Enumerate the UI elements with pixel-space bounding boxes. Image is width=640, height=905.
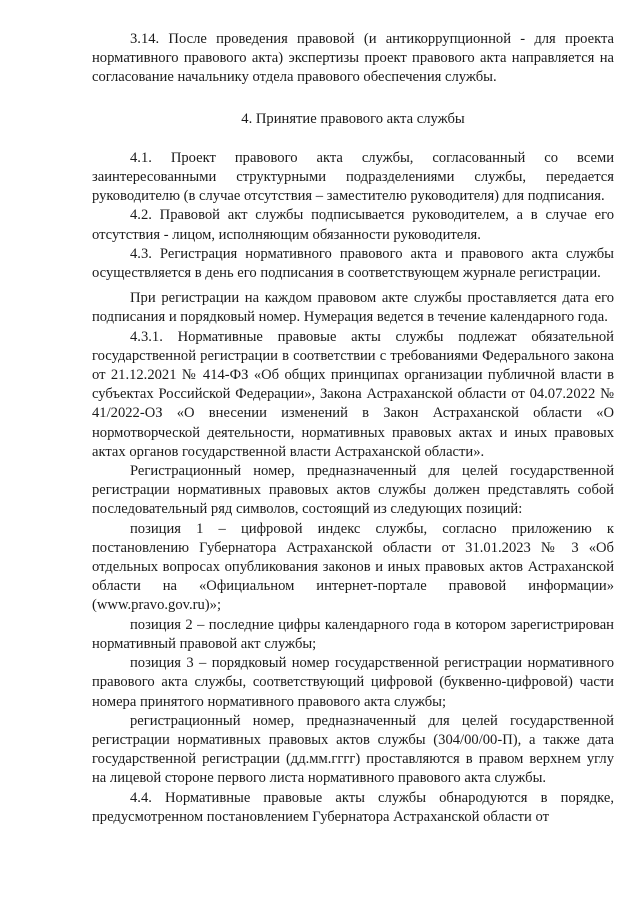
paragraph-4-3: 4.3. Регистрация нормативного правового акта и правового акта службы осуществляется в день его подписания в соответствующем журнале регистрации.: [92, 245, 614, 282]
paragraph-4-1: 4.1. Проект правового акта службы, согласованный со всеми заинтересованными структурными подразделениями службы, передается руководителю (в случае отсутствия – заместителю руководителя) для подписания.: [92, 149, 614, 205]
paragraph-position-1: позиция 1 – цифровой индекс службы, согласно приложению к постановлению Губернатора Астраханской области от 31.01.2023 № 3 «Об отдельных вопросах опубликования законов и иных правовых актов Астраханской области на «Официальном интернет-портале правовой информации» (www.pravo.gov.ru)»;: [92, 520, 614, 614]
paragraph-registration-date: При регистрации на каждом правовом акте службы проставляется дата его подписания и порядковый номер. Нумерация ведется в течение календарного года.: [92, 290, 614, 326]
paragraph-3-14: 3.14. После проведения правовой (и антикоррупционной - для проекта нормативного правового акта) экспертизы проект правового акта направляется на согласование начальнику отдела правового обеспечения службы.: [92, 31, 614, 86]
paragraph-position-3: позиция 3 – порядковый номер государственной регистрации нормативного правового акта службы, соответствующий цифровой (буквенно-цифровой) части номера принятого нормативного правового акта службы;: [92, 655, 614, 710]
paragraph-registration-placement: регистрационный номер, предназначенный для целей государственной регистрации нормативных правовых актов службы (304/00/00-П), а также дата государственной регистрации (дд.мм.гггг) проставляются в правом верхнем углу на лицевой стороне первого листа нормативного правового акта службы.: [92, 712, 614, 787]
section-title: 4. Принятие правового акта службы: [241, 110, 465, 127]
paragraph-4-4: 4.4. Нормативные правовые акты службы обнародуются в порядке, предусмотренном постановлением Губернатора Астраханской области от: [92, 789, 614, 825]
paragraph-4-2: 4.2. Правовой акт службы подписывается руководителем, а в случае его отсутствия - лицом, исполняющим обязанности руководителя.: [92, 207, 614, 243]
paragraph-4-3-1: 4.3.1. Нормативные правовые акты службы подлежат обязательной государственной регистрации в соответствии с требованиями Федерального закона от 21.12.2021 № 414-ФЗ «Об общих принципах организации публичной власти в субъектах Российской Федерации», Закона Астраханской области от 04.07.2022 № 41/2022-ОЗ «О внесении изменений в Закон Астраханской области «О нормотворческой деятельности, нормативных правовых актах и иных правовых актах органов государственной власти Астраханской области».: [92, 328, 614, 460]
paragraph-registration-number: Регистрационный номер, предназначенный для целей государственной регистрации нормативных правовых актов службы должен представлять собой последовательный ряд символов, состоящий из следующих позиций:: [92, 463, 614, 518]
paragraph-position-2: позиция 2 – последние цифры календарного года в котором зарегистрирован нормативный правовой акт службы;: [92, 616, 614, 652]
